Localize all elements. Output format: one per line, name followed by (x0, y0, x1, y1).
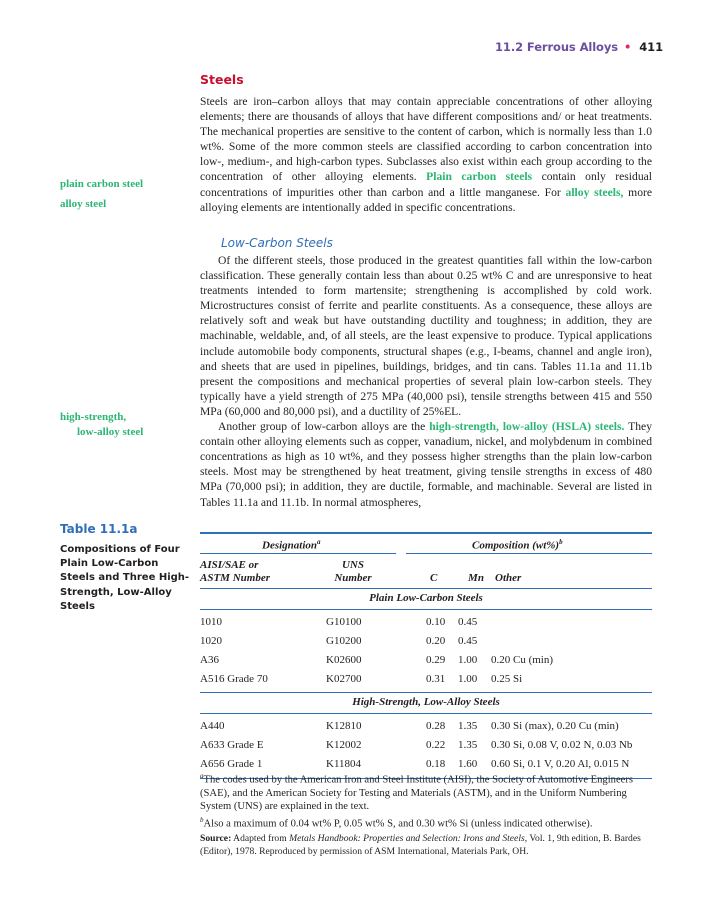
table-row: A633 Grade E K12002 0.22 1.35 0.30 Si, 0.08 V, 0.02 N, 0.03 Nb (200, 739, 633, 751)
section-title: Steels (200, 72, 244, 87)
footnote-b: $^b$Also a maximum of 0.04 wt% P, 0.05 wt% S, and 0.30 wt% Si (unless indicated otherwise). (200, 816, 593, 830)
paragraph-low-carbon (200, 253, 652, 510)
table-row: A516 Grade 70 K02700 0.31 1.00 0.25 Si (200, 673, 523, 685)
margin-term-hsla (60, 410, 178, 440)
margin-term-hsla-line2: low-alloy steel (77, 426, 144, 439)
col-header-uns: UNS Number (334, 559, 372, 584)
col-header-other: Other (495, 572, 522, 584)
subsection-title: Low-Carbon Steels (221, 236, 333, 250)
table-source: Source: Adapted from Metals Handbook: Properties and Selection: Irons and Steels, Vol. 1, 9th edition, B. Bardes (Editor), 1978. Reproduced by permission of ASM International, Materials Park, OH. (200, 833, 641, 858)
table-footnotes (200, 770, 652, 859)
p3-rest: They contain other alloying elements such as copper, vanadium, nickel, and molybdenum in combined concentrations as high as 10 wt%, and they possess higher strengths than the plain low-carbon steels. Most may be strengthened by heat treatment, giving tensile strengths in excess of 480 MPa (70,000 psi); in addition, they are ductile, formable, and machinable. Several are listed in Tables 11.1a and 11.1b. In normal atmospheres, (200, 420, 653, 509)
composition-underline (406, 553, 652, 554)
term-hsla-steels: high-strength, low-alloy (HSLA) steels. (429, 420, 625, 434)
table-header-groups (200, 534, 652, 556)
running-header (495, 40, 663, 54)
group-header-plain: Plain Low-Carbon Steels (200, 589, 652, 610)
p1-intro: Steels are iron–carbon alloys that may contain appreciable concentrations of other alloying elements; there are thousands of alloys that have different compositions and/ or heat treatments. The mechanical properties are sensitive to the content of carbon, which is normally less than 1.0 wt%. Some of the more common steels are classified according to carbon concentration into low-, medium-, and high-carbon types. Subclasses also exist within each group according to the concentration of other alloying elements. (200, 95, 652, 184)
group-header-hsla: High-Strength, Low-Alloy Steels (200, 693, 652, 714)
table-row: A36 K02600 0.29 1.00 0.20 Cu (min) (200, 654, 554, 666)
table-caption (60, 522, 190, 614)
term-alloy-steels: alloy steels, (565, 185, 624, 199)
designation-header: Designation$^a$ (262, 538, 321, 552)
term-plain-carbon-steels: Plain carbon steels (426, 170, 533, 184)
composition-header: Composition $(wt\%)^b$ (472, 538, 563, 552)
margin-term-plain-carbon: plain carbon steel (60, 178, 144, 190)
col-header-mn: Mn (468, 572, 484, 584)
col-header-c: C (430, 572, 438, 584)
margin-term-alloy: alloy steel (60, 198, 107, 210)
margin-term-hsla-line1: high-strength, (60, 411, 127, 423)
table-row: A656 Grade 1 K11804 0.18 1.60 0.60 Si, 0.1 V, 0.20 Al, 0.015 N (200, 758, 630, 770)
table-description: Compositions of Four Plain Low-Carbon Steels and Three High-Strength, Low-Alloy Steels (60, 544, 190, 612)
table-column-headers (200, 556, 652, 589)
p2-text: Of the different steels, those produced in the greatest quantities fall within the low-carbon classification. These generally contain less than about 0.25 wt% C and are unresponsive to heat treatments intended to form martensite; strengthening is accomplished by cold work. Microstructures consist of ferrite and pearlite constituents. As a consequence, these alloys are relatively soft and weak but have outstanding ductility and toughness; in addition, they are machinable, weldable, and, of all steels, are the least expensive to produce. Typical applications include automobile body components, structural shapes (e.g., I-beams, channel and angle iron), and sheets that are used in pipelines, buildings, bridges, and tin cans. Tables 11.1a and 11.1b present the compositions and mechanical properties of several plain low-carbon steels. They typically have a yield strength of 275 MPa (40,000 psi), tensile strengths between 415 and 550 MPa (60,000 and 80,000 psi), and a ductility of 25%EL. (200, 254, 652, 418)
p1-mid: contain only residual concentrations of impurities other than carbon and a little manganese. For (200, 170, 652, 199)
footnote-a: $^a$The codes used by the American Iron and Steel Institute (AISI), the Society of Automotive Engineers (SAE), and the American Society for Testing and Materials (ASTM), and in the Uniform Numbering System (UNS) are explained in the text. (200, 772, 634, 813)
header-separator: • (624, 40, 632, 54)
table-number: Table 11.1a (60, 522, 138, 536)
page-number: 411 (639, 40, 663, 54)
col-header-aisi: AISI/SAE or ASTM Number (200, 559, 270, 584)
paragraph-steels (200, 94, 652, 215)
header-section: 11.2 Ferrous Alloys (495, 40, 619, 54)
p3-intro: Another group of low-carbon alloys are the (218, 420, 430, 434)
designation-underline (200, 553, 396, 554)
table-row: A440 K12810 0.28 1.35 0.30 Si (max), 0.20 Cu (min) (200, 720, 619, 732)
table-row: 1010 G10100 0.10 0.45 (200, 616, 478, 628)
p1-end: more alloying elements are intentionally added in specific concentrations. (200, 185, 652, 214)
table-row: 1020 G10200 0.20 0.45 (200, 635, 478, 647)
composition-table (200, 532, 652, 779)
